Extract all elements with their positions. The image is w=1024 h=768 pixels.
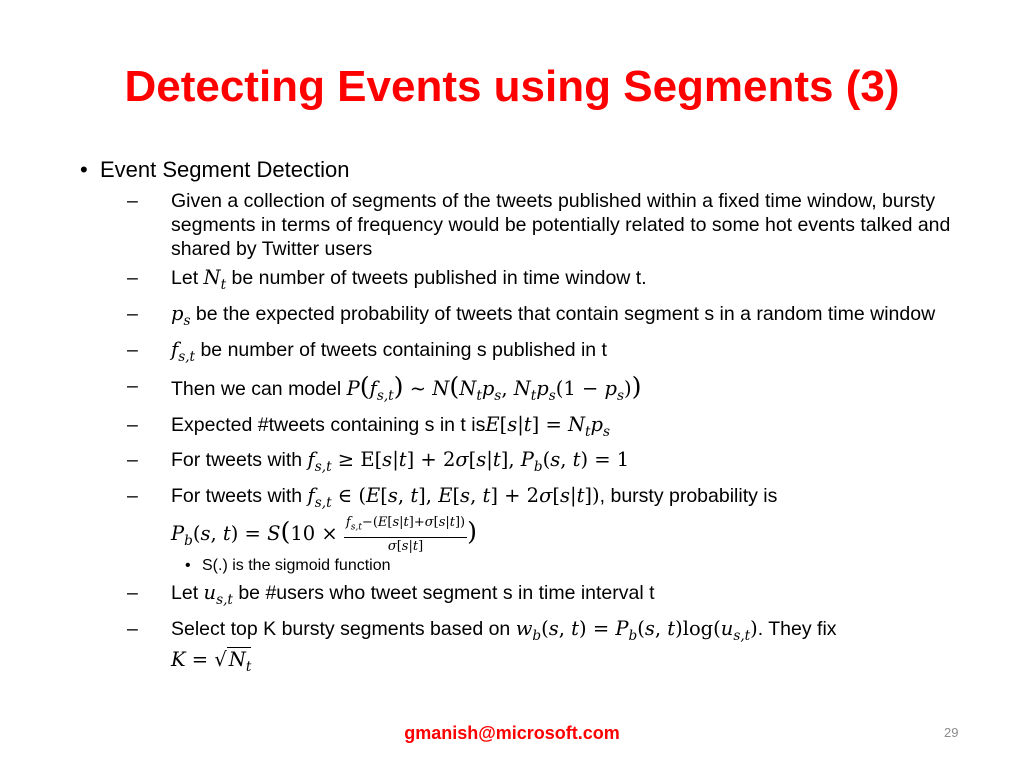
dash-icon: – <box>127 485 138 508</box>
text-prefix: For tweets with <box>171 485 308 508</box>
sub-item-ps <box>127 301 960 333</box>
page-number: 29 <box>944 725 959 740</box>
math-expected-formula: $E[s|t] = N_tp_s$ <box>485 412 611 440</box>
sub-item-expected <box>127 412 960 444</box>
sub-item-text: Given a collection of segments of the tweets published within a fixed time window, bursty segments in terms of frequency would be potentially related to some hot events talked and shared by Twitter users <box>171 190 951 260</box>
footer-email: gmanish@microsoft.com <box>404 723 620 743</box>
math-threshold-formula: $f_{s,t} \ge E[s|t] + 2\sigma[s|t]$, $P_b(s$, t) = 1 <box>307 448 630 476</box>
dash-icon: – <box>127 581 138 604</box>
math-ps: $p_s$ <box>171 301 191 329</box>
bullet-dot-icon: • <box>185 556 191 574</box>
dash-icon: – <box>127 338 138 361</box>
sub-item-fst <box>127 337 960 369</box>
text-prefix: Let <box>171 581 204 604</box>
math-weight-formula: $w_b(s$, $t) = P_b(s$, $t)\log(u_{s,t})$ <box>515 616 758 644</box>
text-prefix: For tweets with <box>171 449 308 472</box>
math-interval-formula: $f_{s,t}$ ∈ (E[s, t], E[s, t] + 2σ[s|t]) <box>307 484 600 512</box>
text-mid: , bursty probability is <box>599 485 778 508</box>
sub-item-for-tweets-2 <box>127 484 960 554</box>
dash-icon: – <box>127 267 138 289</box>
text-prefix: Let <box>171 267 204 289</box>
dash-icon: – <box>127 449 138 472</box>
sub-sub-item-sigmoid <box>185 556 960 576</box>
sub-item-let-ust <box>127 580 960 612</box>
slide-title: Detecting Events using Segments (3) <box>124 62 900 111</box>
text-suffix: be #users who tweet segment s in time interval t <box>232 581 655 604</box>
fraction: $\frac{f_{s,t}-(E[s|t]+\sigma[s|t])}{\sigma[s|t]}$ <box>345 515 466 554</box>
text-suffix: be the expected probability of tweets that contain segment s in a random time window <box>190 302 936 325</box>
dash-icon: – <box>127 302 138 325</box>
sub-item-model <box>127 370 960 408</box>
slide-content <box>60 157 960 679</box>
sub-sub-item-text: S(.) is the sigmoid function <box>202 556 391 574</box>
math-nt: $N_t$ <box>203 266 227 293</box>
dash-icon: – <box>127 617 138 640</box>
sub-item-select-top-k <box>127 616 960 679</box>
text-prefix: Expected #tweets containing s in t is <box>171 413 486 436</box>
bullet-event-segment-detection <box>60 157 960 183</box>
dash-icon: – <box>127 190 138 212</box>
dash-icon: – <box>127 374 138 397</box>
math-ust: $u_{s,t}$ <box>203 580 233 608</box>
math-k-formula: K = √ $N_t$ <box>171 647 252 675</box>
sub-item-let-nt <box>127 266 960 297</box>
sub-item-given <box>127 189 960 261</box>
text-prefix: Select top K bursty segments based on <box>171 617 516 640</box>
text-suffix: be number of tweets published in time window t. <box>226 267 647 289</box>
sub-item-for-tweets-1 <box>127 448 960 479</box>
math-model-formula: $P(f_{s,t})$ ~ $N(N_tp_s$, $N_tp_s(1 - p_s)$) <box>346 370 642 404</box>
bullet-dot-icon: • <box>80 157 88 182</box>
math-bursty-probability: $P_b(s$, t) = S(10 × $\frac{f_{s,t}-(E[s|t]+\sigma[s|t])}{\sigma[s|t]}$ ) <box>171 515 478 554</box>
math-fst: $f_{s,t}$ <box>171 337 196 365</box>
text-suffix: . They fix <box>757 617 837 640</box>
text-prefix: Then we can model <box>171 377 347 400</box>
text-suffix: be number of tweets containing s published in t <box>195 338 607 361</box>
bullet-text: Event Segment Detection <box>100 157 350 182</box>
dash-icon: – <box>127 413 138 436</box>
